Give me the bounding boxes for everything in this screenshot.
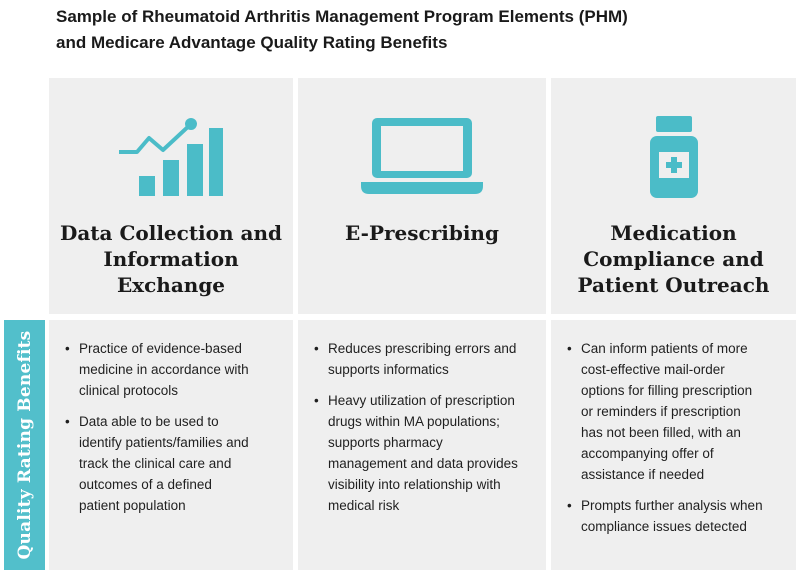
- header-cell-medication-compliance: [551, 78, 796, 314]
- page-title: [56, 4, 776, 56]
- bar-chart-growth-icon: [49, 114, 293, 200]
- bullet-list: [314, 338, 538, 526]
- column-heading: E-Prescribing: [345, 221, 499, 245]
- list-item: • Heavy utilization of prescription drugs within MA populations; supports pharmacy management and data provides visibility into relationship with medical risk: [314, 390, 538, 516]
- benefits-cell-e-prescribing: [298, 320, 546, 570]
- medicine-bottle-icon: [551, 114, 796, 200]
- title-line-2: and Medicare Advantage Quality Rating Benefits: [56, 33, 448, 52]
- quality-rating-benefits-label: Quality Rating Benefits: [4, 320, 45, 570]
- benefits-cell-medication-compliance: [551, 320, 796, 570]
- bullet-list: [65, 338, 285, 526]
- header-cell-e-prescribing: [298, 78, 546, 314]
- laptop-icon: [298, 114, 546, 200]
- list-item: • Data able to be used to identify patients/families and track the clinical care and outcomes of a defined patient population: [65, 411, 285, 516]
- benefits-cell-data-collection: [49, 320, 293, 570]
- list-item: • Reduces prescribing errors and supports informatics: [314, 338, 538, 380]
- list-item: • Practice of evidence-based medicine in accordance with clinical protocols: [65, 338, 285, 401]
- list-item: • Can inform patients of more cost-effective mail-order options for filling prescription or reminders if prescription has not been filled, with an accompanying offer of assistance if needed: [567, 338, 788, 485]
- bullet-list: [567, 338, 788, 547]
- list-item: • Prompts further analysis when compliance issues detected: [567, 495, 788, 537]
- column-heading: Data Collection and Information Exchange: [60, 221, 282, 297]
- header-cell-data-collection: [49, 78, 293, 314]
- title-line-1: Sample of Rheumatoid Arthritis Management Program Elements (PHM): [56, 7, 628, 26]
- column-heading: Medication Compliance and Patient Outreach: [577, 221, 770, 297]
